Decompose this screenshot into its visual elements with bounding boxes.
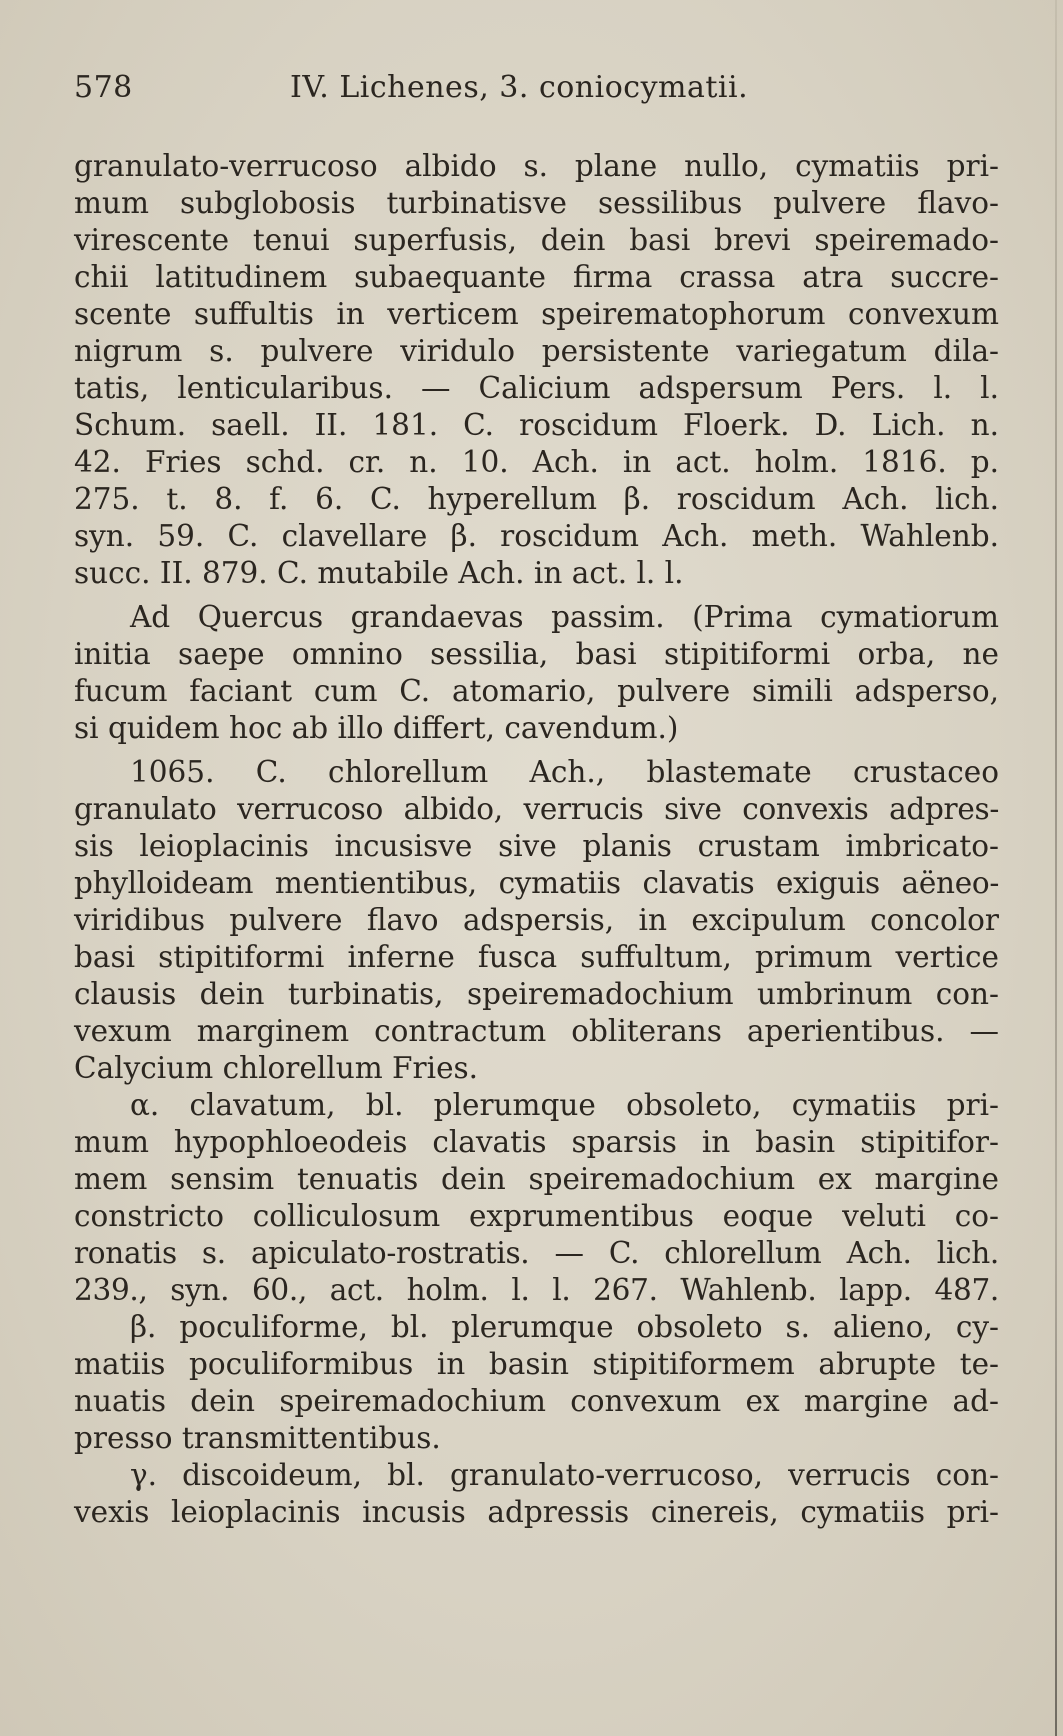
paragraph-variety-gamma xyxy=(74,1457,999,1531)
text-line: basi stipitiformi inferne fusca suffultum, primum vertice xyxy=(74,940,999,974)
text-line: granulato verrucoso albido, verrucis sive convexis adpres- xyxy=(74,792,999,826)
text-line: virescente tenui superfusis, dein basi brevi speiremado- xyxy=(74,223,999,257)
running-title: IV. Lichenes, 3. coniocymatii. xyxy=(290,70,749,105)
text-line: 42. Fries schd. cr. n. 10. Ach. in act. holm. 1816. p. xyxy=(74,445,999,479)
text-line: succ. II. 879. C. mutabile Ach. in act. l. l. xyxy=(74,556,684,590)
text-line: γ. discoideum, bl. granulato-verrucoso, verrucis con- xyxy=(130,1458,999,1492)
page-edge-shadow xyxy=(1055,0,1057,1736)
text-line: granulato-verrucoso albido s. plane nullo, cymatiis pri- xyxy=(74,149,999,183)
text-line: ronatis s. apiculato-rostratis. — C. chlorellum Ach. lich. xyxy=(74,1236,999,1270)
paragraph-variety-alpha xyxy=(74,1087,999,1309)
text-line: 239., syn. 60., act. holm. l. l. 267. Wahlenb. lapp. 487. xyxy=(74,1273,999,1307)
text-line: Calycium chlorellum Fries. xyxy=(74,1051,479,1085)
running-header xyxy=(74,70,994,110)
text-line: α. clavatum, bl. plerumque obsoleto, cymatiis pri- xyxy=(130,1088,999,1122)
text-line: matiis poculiformibus in basin stipitiformem abrupte te- xyxy=(74,1347,999,1381)
paragraph-variety-beta xyxy=(74,1309,999,1457)
paragraph-species-1065 xyxy=(74,754,999,1087)
text-line: vexis leioplacinis incusis adpressis cinereis, cymatiis pri- xyxy=(74,1495,999,1529)
text-line: nuatis dein speiremadochium convexum ex margine ad- xyxy=(74,1384,999,1418)
text-line: 1065. C. chlorellum Ach., blastemate crustaceo xyxy=(130,755,999,789)
paragraph-habitat-note xyxy=(74,599,999,747)
page-body xyxy=(74,148,999,1531)
text-line: syn. 59. C. clavellare β. roscidum Ach. meth. Wahlenb. xyxy=(74,519,999,553)
text-line: clausis dein turbinatis, speiremadochium umbrinum con- xyxy=(74,977,999,1011)
text-line: initia saepe omnino sessilia, basi stipitiformi orba, ne xyxy=(74,637,999,671)
text-line: mum hypophloeodeis clavatis sparsis in basin stipitifor- xyxy=(74,1125,999,1159)
text-line: Schum. saell. II. 181. C. roscidum Floerk. D. Lich. n. xyxy=(74,408,999,442)
text-line: mem sensim tenuatis dein speiremadochium ex margine xyxy=(74,1162,999,1196)
text-line: nigrum s. pulvere viridulo persistente variegatum dila- xyxy=(74,334,999,368)
text-line: fucum faciant cum C. atomario, pulvere simili adsperso, xyxy=(74,674,999,708)
text-line: β. poculiforme, bl. plerumque obsoleto s. alieno, cy- xyxy=(130,1310,999,1344)
page-number: 578 xyxy=(74,70,133,105)
text-line: sis leioplacinis incusisve sive planis crustam imbricato- xyxy=(74,829,999,863)
text-line: Ad Quercus grandaevas passim. (Prima cymatiorum xyxy=(130,600,999,634)
text-line: si quidem hoc ab illo differt, cavendum.) xyxy=(74,711,679,745)
paragraph-calicium-adspersum xyxy=(74,148,999,592)
text-line: viridibus pulvere flavo adspersis, in excipulum concolor xyxy=(74,903,999,937)
text-line: tatis, lenticularibus. — Calicium adspersum Pers. l. l. xyxy=(74,371,999,405)
text-line: phylloideam mentientibus, cymatiis clavatis exiguis aëneo- xyxy=(74,866,999,900)
text-line: scente suffultis in verticem speirematophorum convexum xyxy=(74,297,999,331)
text-line: constricto colliculosum exprumentibus eoque veluti co- xyxy=(74,1199,999,1233)
text-line: vexum marginem contractum obliterans aperientibus. — xyxy=(74,1014,999,1048)
text-line: chii latitudinem subaequante firma crassa atra succre- xyxy=(74,260,999,294)
text-line: presso transmittentibus. xyxy=(74,1421,441,1455)
text-line: mum subglobosis turbinatisve sessilibus pulvere flavo- xyxy=(74,186,999,220)
text-line: 275. t. 8. f. 6. C. hyperellum β. roscidum Ach. lich. xyxy=(74,482,999,516)
